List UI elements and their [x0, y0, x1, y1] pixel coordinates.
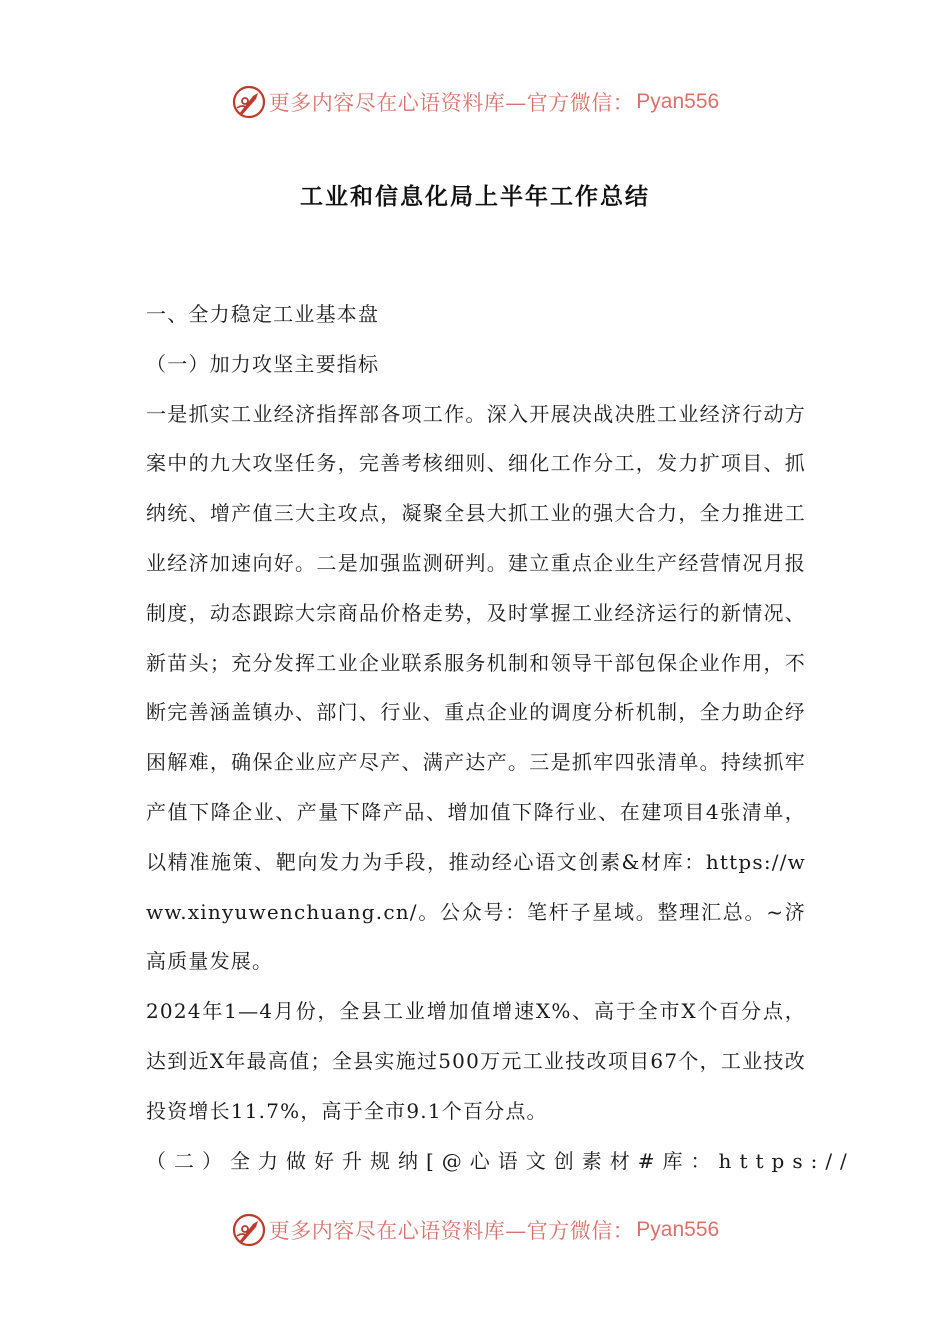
banner-text: 更多内容尽在心语资料库—官方微信：	[268, 91, 635, 115]
banner-text: 更多内容尽在心语资料库—官方微信：	[268, 1219, 635, 1243]
subsection-heading: （二）全力做好升规纳[@心语文创素材#库：https://	[146, 1148, 855, 1173]
subsection-heading: （一）加力攻坚主要指标	[146, 351, 380, 376]
banner-wechat-id: Pyan556	[636, 90, 720, 113]
banner-wechat-id: Pyan556	[636, 1218, 720, 1241]
footer-banner	[0, 1208, 950, 1252]
pen-nib-circle-icon	[231, 1212, 267, 1248]
header-banner	[0, 80, 950, 124]
section-heading: 一、全力稳定工业基本盘	[146, 302, 380, 326]
document-title: 工业和信息化局上半年工作总结	[300, 184, 650, 210]
document-body	[146, 290, 855, 1186]
pen-nib-circle-icon	[231, 84, 267, 120]
body-paragraph: 2024年1—4月份，全县工业增加值增速X%、高于全市X个百分点，达到近X年最高值；全县实施过500万元工业技改项目67个，工业技改投资增长11.7%，高于全市9.1个百分点。	[146, 999, 806, 1123]
body-paragraph: 一是抓实工业经济指挥部各项工作。深入开展决战决胜工业经济行动方案中的九大攻坚任务，完善考核细则、细化工作分工，发力扩项目、抓纳统、增产值三大主攻点，凝聚全县大抓工业的强大合力，全力推进工业经济加速向好。二是加强监测研判。建立重点企业生产经营情况月报制度，动态跟踪大宗商品价格走势，及时掌握工业经济运行的新情况、新苗头；充分发挥工业企业联系服务机制和领导干部包保企业作用，不断完善涵盖镇办、部门、行业、重点企业的调度分析机制，全力助企纾困解难，确保企业应产尽产、满产达产。三是抓牢四张清单。持续抓牢产值下降企业、产量下降产品、增加值下降行业、在建项目4张清单，以精准施策、靶向发力为手段，推动经心语文创素&材库：https://www.xinyuwenchuang.cn/。公众号：笔杆子星域。整理汇总。~济高质量发展。	[146, 401, 806, 974]
